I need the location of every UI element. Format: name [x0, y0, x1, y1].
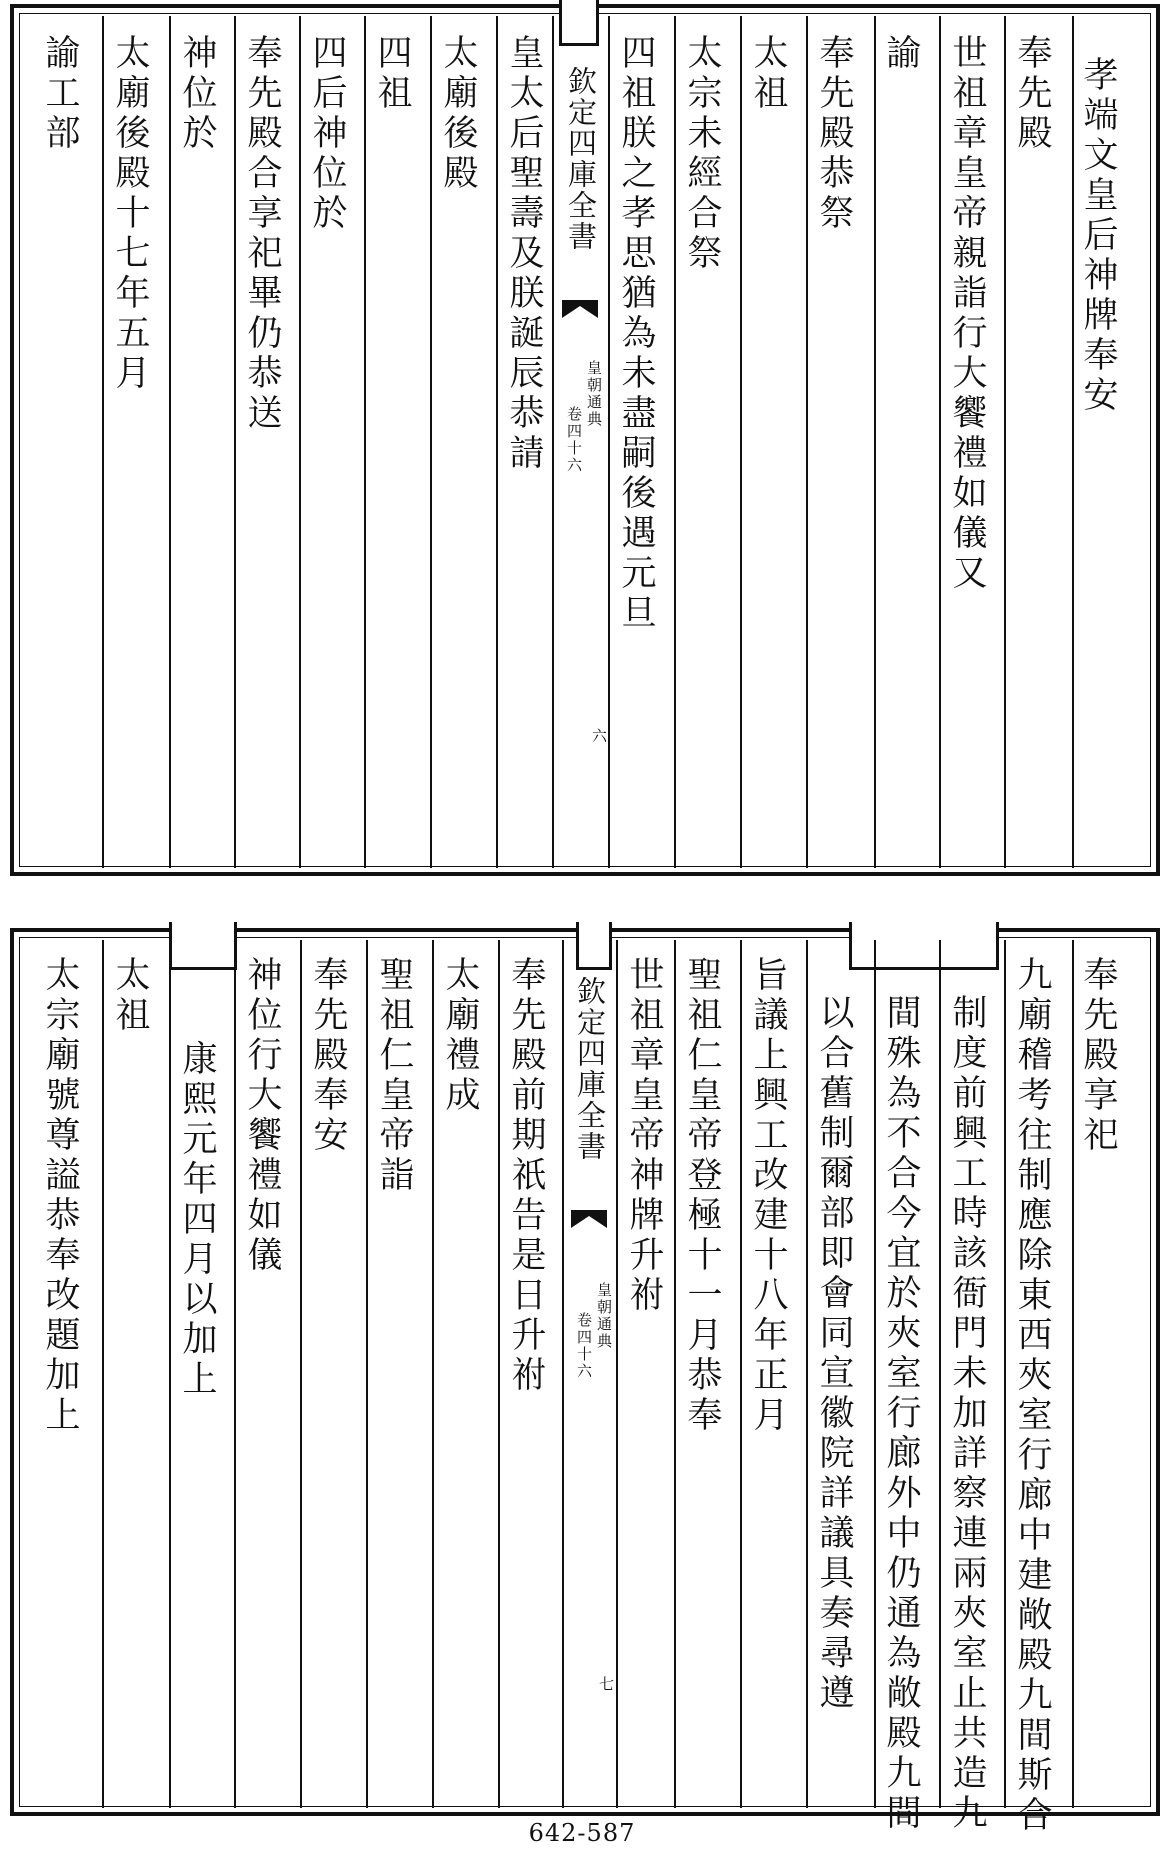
text-column: 聖祖仁皇帝詣 [374, 956, 414, 1196]
column-rule [432, 940, 434, 1808]
column-rule [299, 16, 301, 868]
text-column: 神位行大饗禮如儀 [242, 956, 282, 1276]
text-column: 皇太后聖壽及朕誕辰恭請 [504, 34, 544, 474]
text-column: 太宗廟號尊謚恭奉改題加上 [40, 956, 80, 1436]
text-column: 世祖章皇帝神牌升祔 [624, 956, 664, 1316]
column-rule [366, 940, 368, 1808]
text-column: 奉先殿前期祇告是日升祔 [506, 956, 546, 1396]
text-column: 聖祖仁皇帝登極十一月恭奉 [682, 956, 722, 1436]
column-rule [1072, 16, 1074, 868]
text-column: 旨議上興工改建十八年正月 [748, 956, 788, 1436]
column-rule [674, 940, 676, 1808]
text-column: 諭 [881, 34, 921, 74]
column-rule [562, 940, 564, 1808]
text-column: 九廟稽考往制應除東西夾室行廊中建敞殿九間斯合 [1012, 956, 1052, 1836]
text-column: 奉先殿享祀 [1078, 956, 1118, 1156]
column-rule [1004, 940, 1006, 1808]
column-rule [740, 940, 742, 1808]
text-column: 孝端文皇后神牌奉安 [1078, 56, 1118, 416]
text-column: 神位於 [177, 34, 217, 154]
text-column: 太祖 [748, 34, 788, 114]
text-column: 間殊為不合今宜於夾室行廊外中仍通為敞殿九間 [881, 994, 921, 1834]
text-column: 太廟後殿 [438, 34, 478, 194]
text-column: 太宗未經合祭 [682, 34, 722, 274]
column-rule [874, 16, 876, 868]
column-rule [806, 940, 808, 1808]
page-code: 642-587 [528, 1819, 636, 1847]
column-rule [102, 16, 104, 868]
text-column: 以合舊制爾部即會同宣徽院詳議具奏尋遵 [814, 994, 854, 1714]
juan-label: 卷四十六 [575, 1312, 593, 1380]
column-rule [1004, 16, 1006, 868]
folio-number: 七 [597, 1676, 615, 1691]
text-column: 太祖 [110, 956, 150, 1036]
text-column: 奉先殿奉安 [308, 956, 348, 1156]
text-column: 四后神位於 [307, 34, 347, 234]
top-fishtail-gap [559, 0, 599, 46]
source-title: 皇朝通典 [585, 360, 603, 428]
source-title: 皇朝通典 [595, 1282, 613, 1350]
column-rule [740, 16, 742, 868]
column-rule [874, 940, 876, 1808]
column-rule [1072, 940, 1074, 1808]
text-column: 太廟後殿十七年五月 [110, 34, 150, 394]
bottom-fishtail-gap [576, 922, 612, 970]
bottom-fishtail-gap [849, 922, 999, 970]
juan-label: 卷四十六 [565, 406, 583, 474]
bottom-fishtail-gap [169, 922, 237, 970]
text-column: 四祖 [372, 34, 412, 114]
column-rule [102, 940, 104, 1808]
column-rule [498, 940, 500, 1808]
top-page-frame [10, 4, 1160, 876]
text-column: 制度前興工時該衙門未加詳察連兩夾室止共造九 [947, 994, 987, 1834]
text-column: 康熙元年四月以加上 [177, 1040, 217, 1400]
folio-number: 六 [590, 728, 608, 743]
fishtail-mark [571, 1210, 607, 1228]
text-column: 世祖章皇帝親詣行大饗禮如儀又 [947, 34, 987, 594]
column-rule [806, 16, 808, 868]
column-rule [496, 16, 498, 868]
column-rule [939, 16, 941, 868]
column-rule [939, 940, 941, 1808]
text-column: 諭工部 [40, 34, 80, 154]
column-rule [169, 16, 171, 868]
text-column: 太廟禮成 [440, 956, 480, 1116]
column-rule [552, 16, 554, 868]
column-rule [674, 16, 676, 868]
text-column: 四祖朕之孝思猶為未盡嗣後遇元旦 [616, 34, 656, 634]
text-column: 奉先殿合享祀畢仍恭送 [242, 34, 282, 434]
column-rule [300, 940, 302, 1808]
text-column: 奉先殿恭祭 [814, 34, 854, 234]
fishtail-mark [562, 300, 598, 318]
column-rule [169, 940, 171, 1808]
column-rule [234, 16, 236, 868]
column-rule [364, 16, 366, 868]
column-rule [234, 940, 236, 1808]
book-title: 欽定四庫全書 [573, 976, 607, 1162]
book-title: 欽定四庫全書 [564, 66, 598, 252]
column-rule [430, 16, 432, 868]
text-column: 奉先殿 [1012, 34, 1052, 154]
